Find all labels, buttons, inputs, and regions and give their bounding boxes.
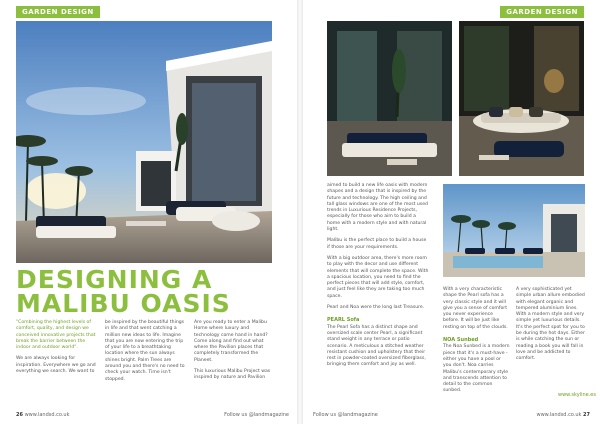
paragraph: Pearl and Noa were the long last Treasure. (327, 305, 425, 311)
paragraph: Are you ready to enter a Malibu Home where luxury and technology come hand in hand? Come along and find out what where the Pavilion places that completely transformed the Planeet. (194, 320, 268, 363)
noa-sunbed-text: The Noa Sunbed is a modern piece that it's a must-have - either you have a pool or you don't. Noa carries Malibu's contemporary style and transcends attention to detail to the common sunbed. (443, 344, 510, 394)
page-number: 26 (16, 412, 23, 418)
noa-sunbed-heading: NOA Sunbed (443, 337, 479, 344)
hero-villa-photo (16, 21, 272, 263)
pearl-sofa-photo (459, 21, 584, 176)
paragraph: be inspired by the beautiful things in life and that went catching a million new ideas to life. Imagine that you are now entering the trip of your life to a breathtaking location where the sun always shines bright. Palm Trees are around you and there's no need to check your watch. Time isn't stopped. (105, 320, 185, 382)
right-footer-page (537, 412, 591, 418)
brand-website-link[interactable]: www.skyline.es (558, 392, 596, 398)
noa-sunbed-poolside-photo (443, 184, 585, 277)
intro-quote: "Combining the highest levels of comfort, quality, and design we conceived innovative projects that break the barrier between the indoor and outdoor world". (16, 320, 96, 351)
right-column-2 (443, 287, 510, 400)
pearl-sofa-heading: PEARL Sofa (327, 317, 360, 324)
right-page (303, 0, 600, 424)
left-column-2 (105, 320, 187, 388)
right-column-main (327, 183, 430, 374)
left-column-3 (194, 320, 276, 387)
page-number: 27 (583, 412, 590, 418)
left-footer-page (16, 412, 70, 418)
right-footer-follow: Follow us @landmagazine (313, 412, 378, 418)
paragraph: We are always looking for inspiration. Everywhere we go and everything we search. We want to (16, 356, 96, 375)
paragraph: Malibu is the perfect place to build a house if those are your requirements. (327, 238, 427, 250)
left-page (0, 0, 297, 424)
section-tag-left: GARDEN DESIGN (16, 6, 100, 18)
article-title: DESIGNING A MALIBU OASIS (16, 265, 231, 318)
footer-site[interactable]: www.landsd.co.uk (536, 412, 582, 418)
left-column-1 (16, 320, 98, 380)
interior-sofa-photo (327, 21, 452, 176)
pearl-sofa-text: The Pearl Sofa has a distinct shape and oversized scale center Pearl, a significant stand weight in any terrace or patio scenario. A meticulous a stitched weather resistant cushion and upholstery that their rest in powder-coated oversized fiberglass, bringing them comfort and joy as well. (327, 324, 426, 368)
right-column-3 (516, 287, 586, 368)
left-footer-follow: Follow us @landmagazine (224, 412, 289, 418)
paragraph: With a very characteristic shape the Pearl sofa has a very classic style and it will give you a sense of comfort you never experience before. It will be just like resting on top of the clouds. (443, 287, 508, 330)
paragraph: This luxurious Malibu Project was inspired by nature and Pavilion (194, 369, 271, 381)
paragraph: A very sophisticated yet simple urban allure embodied with elegant organic and tempered aluminium lines. With a modern style and very simple yet luxurious details. It's the perfect spot for you to be during the hot days. Either is while catching the sun or reading a book you will fall in love and be addicted to comfort. (516, 287, 585, 362)
section-tag-right: GARDEN DESIGN (500, 6, 584, 18)
paragraph: With a big outdoor area, there's more room to play with the decor and use different elements that will complete the space. With a spacious location, you need to find the perfect pieces that will add style, comfort, and just feel like they are taking too much space. (327, 255, 429, 299)
paragraph: aimed to build a new life oasis with modern shapes and a design that is inspired by the future and technology. The high ceiling and tall glass windows are one of the most used trends in Luxurious Residence Projects, especially for those who aim to build a home with a modern style and with natural light. (327, 183, 428, 233)
footer-site[interactable]: www.landsd.co.uk (24, 412, 70, 418)
